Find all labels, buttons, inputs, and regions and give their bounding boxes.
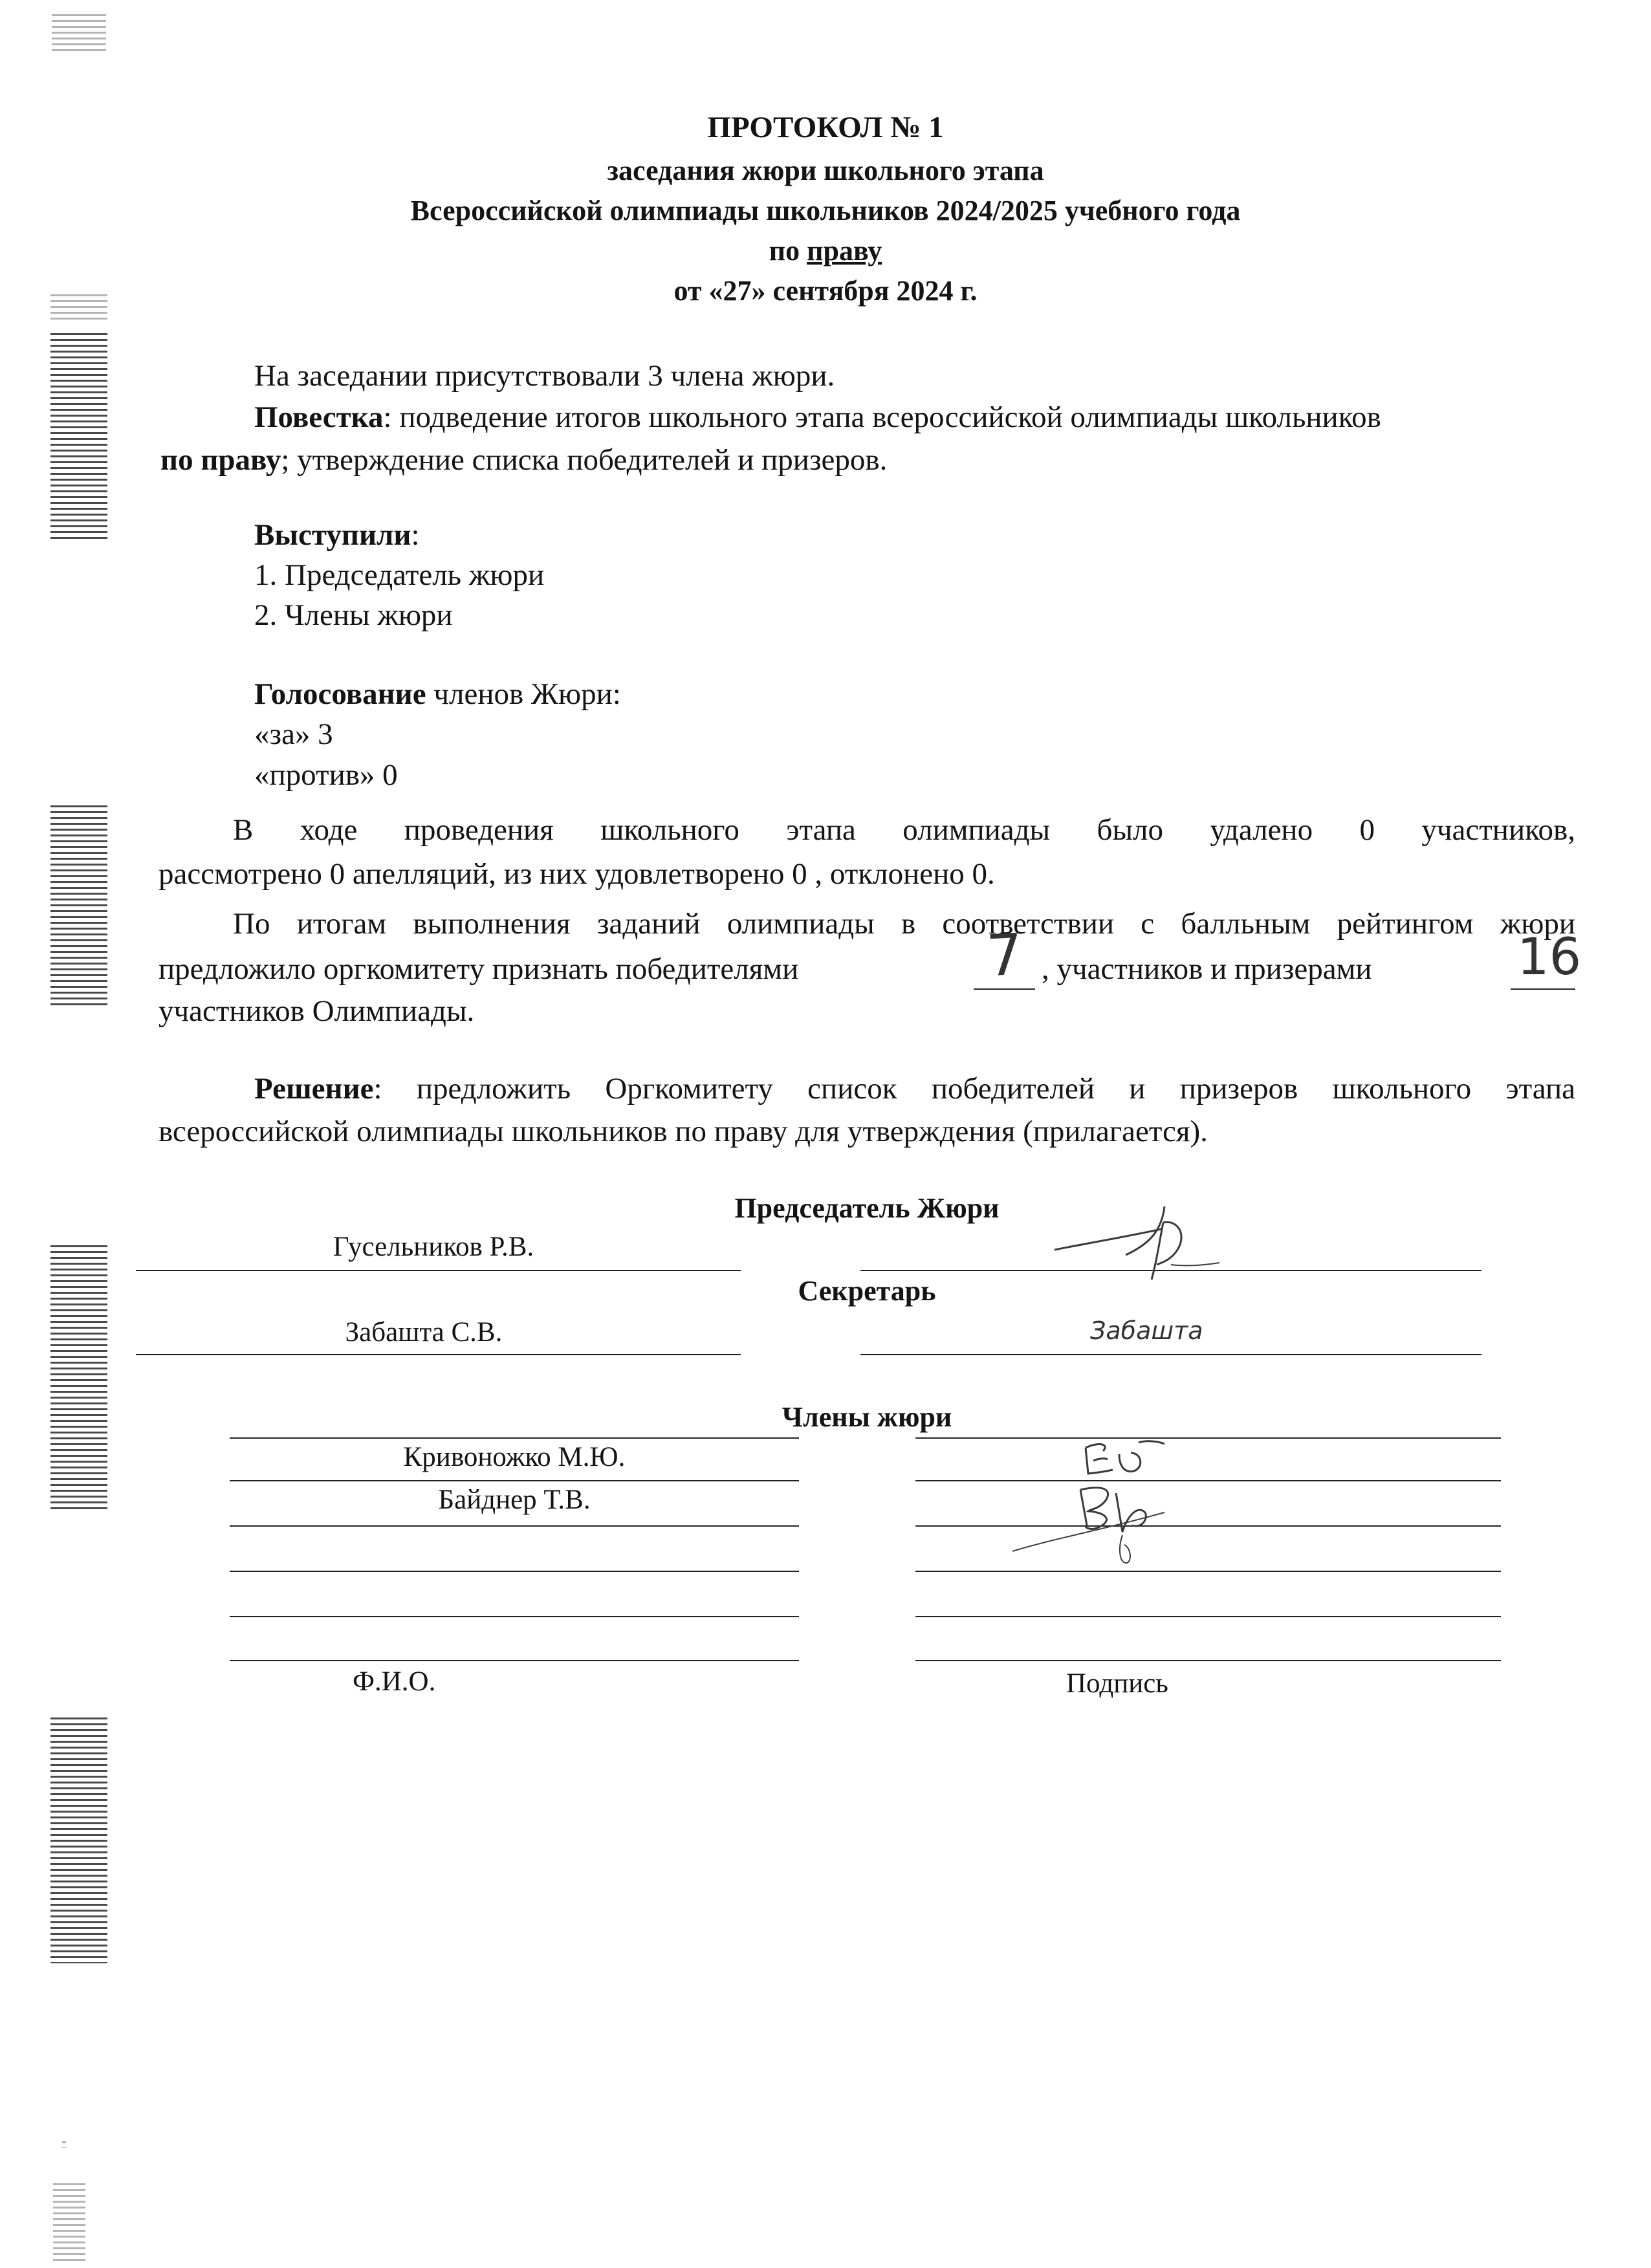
members-name-line xyxy=(230,1480,799,1481)
decision-paragraph-cont: всероссийской олимпиады школьников по праву для утверждения (прилагается). xyxy=(159,1115,1208,1148)
vote-heading xyxy=(254,673,621,715)
speakers-label: Выступили xyxy=(254,518,411,552)
members-name-line xyxy=(230,1525,799,1527)
scan-mark xyxy=(62,2141,66,2148)
removed-paragraph: В ходе проведения школьного этапа олимпиады было удалено 0 участников, xyxy=(233,813,1575,847)
document-title: ПРОТОКОЛ № 1 xyxy=(707,111,944,144)
secretary-name-line xyxy=(136,1354,741,1355)
members-signature-line xyxy=(915,1437,1501,1439)
member-signature xyxy=(1009,1474,1203,1571)
scan-mark xyxy=(52,14,106,54)
agenda-text-cont: ; утверждение списка победителей и призеров. xyxy=(281,443,888,477)
attendance-text: На заседании присутствовали 3 члена жюри. xyxy=(254,359,835,393)
removed-paragraph-cont: рассмотрено 0 апелляций, из них удовлетворено 0 , отклонено 0. xyxy=(159,857,995,891)
vote-for: «за» 3 xyxy=(254,717,333,751)
scan-mark xyxy=(53,2183,85,2261)
results-winners-text: предложило оргкомитету признать победителями xyxy=(159,952,799,986)
results-paragraph: По итогам выполнения заданий олимпиады в соответствии с балльным рейтингом жюри xyxy=(233,907,1575,941)
vote-against: «против» 0 xyxy=(254,758,398,792)
scan-mark xyxy=(50,1717,107,1963)
members-name-line xyxy=(230,1571,799,1572)
signature-label: Подпись xyxy=(1066,1668,1168,1699)
speaker-item: 1. Председатель жюри xyxy=(254,558,545,592)
olympiad-title: Всероссийской олимпиады школьников 2024/2025 учебного года xyxy=(410,195,1241,226)
member-name: Байднер Т.В. xyxy=(438,1485,591,1515)
prizewinners-count: 16 xyxy=(1517,928,1582,987)
members-name-line xyxy=(230,1660,799,1661)
vote-text: членов Жюри: xyxy=(426,677,621,711)
secretary-signature-line xyxy=(860,1354,1482,1355)
secretary-signature: Забашта xyxy=(1090,1316,1203,1345)
secretary-name: Забашта С.В. xyxy=(345,1317,503,1347)
fio-label: Ф.И.О. xyxy=(353,1666,436,1697)
decision-paragraph xyxy=(254,1067,1575,1110)
members-signature-line xyxy=(915,1660,1501,1661)
results-prize-text: , участников и призерами xyxy=(1042,952,1372,986)
member-name: Кривоножко М.Ю. xyxy=(403,1442,626,1472)
scan-mark xyxy=(50,805,107,1009)
winners-blank xyxy=(974,988,1035,990)
members-signature-line xyxy=(915,1571,1501,1572)
protocol-date: от «27» сентября 2024 г. xyxy=(673,275,978,307)
results-paragraph-end: участников Олимпиады. xyxy=(159,994,475,1028)
agenda-label: Повестка xyxy=(254,400,384,434)
agenda-subject: по праву xyxy=(160,443,281,477)
prizewinners-blank xyxy=(1511,988,1575,990)
agenda-paragraph-cont xyxy=(160,439,887,481)
members-name-line xyxy=(230,1616,799,1617)
subject-name: праву xyxy=(807,235,882,267)
members-signature-line xyxy=(915,1616,1501,1617)
subject-line xyxy=(0,234,1651,267)
agenda-paragraph xyxy=(254,396,1574,439)
chair-heading: Председатель Жюри xyxy=(734,1192,1000,1224)
scan-mark xyxy=(50,333,107,540)
winners-count: 7 xyxy=(985,921,1025,990)
decision-label: Решение xyxy=(254,1072,374,1106)
members-heading: Члены жюри xyxy=(782,1401,952,1433)
speakers-heading xyxy=(254,514,420,556)
chair-name-line xyxy=(136,1270,741,1271)
subject-prefix: по xyxy=(769,235,807,267)
agenda-text: : подведение итогов школьного этапа всероссийской олимпиады школьников xyxy=(383,400,1381,434)
speaker-item: 2. Члены жюри xyxy=(254,598,453,632)
vote-label: Голосование xyxy=(254,677,426,711)
secretary-heading: Секретарь xyxy=(798,1275,936,1307)
members-signature-line xyxy=(915,1525,1501,1527)
speakers-colon: : xyxy=(411,518,420,552)
decision-text: : предложить Оргкомитету список победителей и призеров школьного этапа xyxy=(373,1072,1575,1106)
members-name-line xyxy=(230,1437,799,1439)
members-signature-line xyxy=(915,1480,1501,1481)
chair-name: Гусельников Р.В. xyxy=(333,1232,534,1262)
scan-mark xyxy=(50,1245,107,1510)
document-subtitle: заседания жюри школьного этапа xyxy=(607,155,1044,186)
